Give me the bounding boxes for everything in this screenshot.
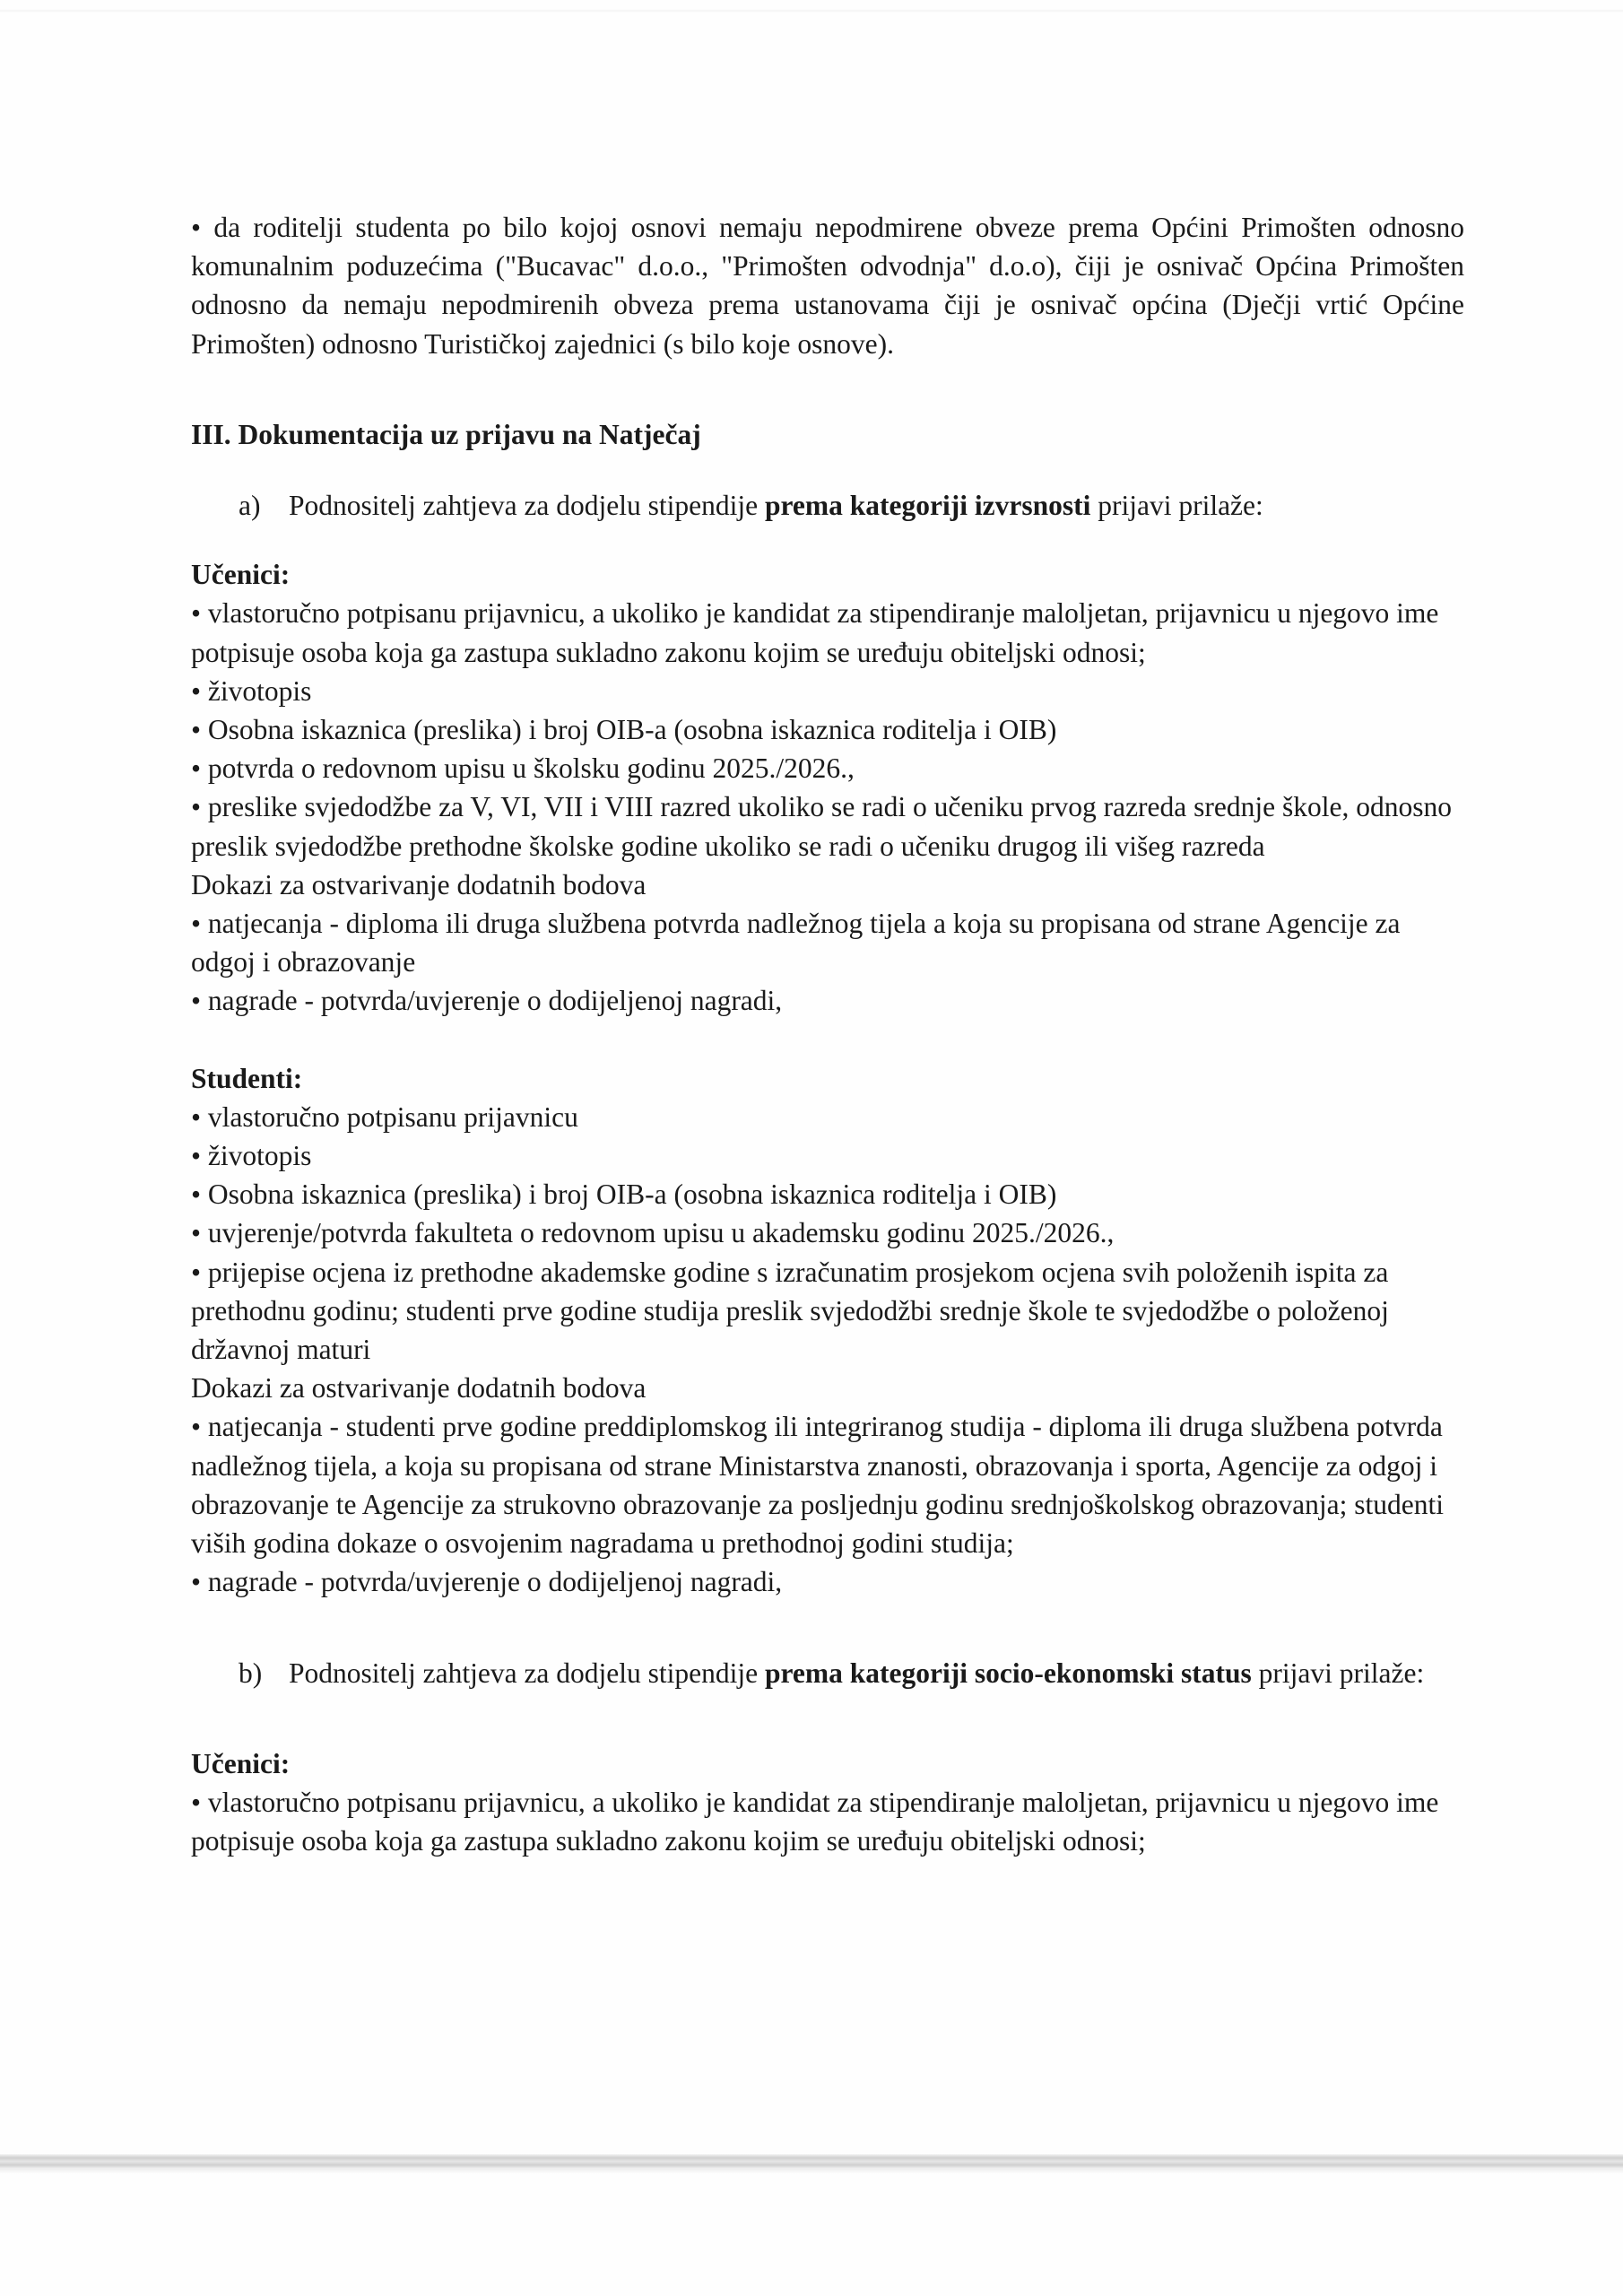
scan-artifact-shadow — [0, 2169, 1623, 2174]
intro-bullet: • da roditelji studenta po bilo kojoj osnovi nemaju nepodmirene obveze prema Općini Primošten odnosno komunalnim poduzećima ("Bucavac" d.o.o., "Primošten odvodnja" d.o.o), čiji je osnivač Općina Primošten odnosno da nemaju nepodmirenih obveza prema ustanovama čiji je osnivač općina (Dječji vrtić Općine Primošten) odnosno Turističkoj zajednici (s bilo koje osnove). — [191, 208, 1464, 363]
document-body — [191, 208, 1464, 1860]
extra-points-label: Dokazi za ostvarivanje dodatnih bodova — [191, 1372, 647, 1405]
list-item: • nagrade - potvrda/uvjerenje o dodijeljenoj nagradi, — [191, 981, 1464, 1020]
section-a-marker: a) — [239, 490, 261, 522]
scan-top-edge — [0, 9, 1623, 13]
section-b-ucenici-list — [191, 1783, 1464, 1860]
section-b-category: prema kategoriji socio-ekonomski status — [765, 1657, 1252, 1689]
section-a-studenti-list — [191, 1098, 1464, 1602]
section-a-ucenici-title: Učenici: — [191, 559, 291, 591]
section-a-text-before: Podnositelj zahtjeva za dodjelu stipendije — [289, 490, 765, 522]
list-item: • vlastoručno potpisanu prijavnicu, a ukoliko je kandidat za stipendiranje maloljetan, prijavnicu u njegovo ime potpisuje osoba koja ga zastupa sukladno zakonu kojim se uređuju obiteljski odnosi; — [191, 594, 1464, 671]
section-a — [191, 486, 1464, 525]
section-b-marker: b) — [239, 1657, 263, 1689]
section-b-text-after: prijavi prilaže: — [1251, 1657, 1425, 1689]
section-b-text — [289, 1654, 1464, 1692]
section-b-ucenici-title: Učenici: — [191, 1747, 291, 1779]
section-heading: III. Dokumentacija uz prijavu na Natječaj — [191, 418, 701, 450]
section-a-ucenici-list — [191, 594, 1464, 1020]
list-item: • preslike svjedodžbe za V, VI, VII i VIII razred ukoliko se radi o učeniku prvog razreda srednje škole, odnosno preslik svjedodžbe prethodne školske godine ukoliko se radi o učeniku drugog ili višeg razreda — [191, 787, 1464, 865]
list-item: • nagrade - potvrda/uvjerenje o dodijeljenoj nagradi, — [191, 1562, 1464, 1601]
list-item: • natjecanja - diploma ili druga službena potvrda nadležnog tijela a koja su propisana od strane Agencije za odgoj i obrazovanje — [191, 904, 1464, 981]
list-item: • životopis — [191, 672, 1464, 710]
extra-points-label: Dokazi za ostvarivanje dodatnih bodova — [191, 868, 647, 900]
section-a-text — [289, 486, 1464, 525]
list-item: • vlastoručno potpisanu prijavnicu — [191, 1098, 1464, 1136]
list-item: • životopis — [191, 1136, 1464, 1175]
list-item: • uvjerenje/potvrda fakulteta o redovnom upisu u akademsku godinu 2025./2026., — [191, 1213, 1464, 1252]
section-a-studenti-title: Studenti: — [191, 1062, 303, 1094]
list-item: • vlastoručno potpisanu prijavnicu, a ukoliko je kandidat za stipendiranje maloljetan, prijavnicu u njegovo ime potpisuje osoba koja ga zastupa sukladno zakonu kojim se uređuju obiteljski odnosi; — [191, 1783, 1464, 1860]
section-a-text-after: prijavi prilaže: — [1090, 490, 1263, 522]
list-item: • Osobna iskaznica (preslika) i broj OIB-a (osobna iskaznica roditelja i OIB) — [191, 710, 1464, 749]
list-item: • Osobna iskaznica (preslika) i broj OIB-a (osobna iskaznica roditelja i OIB) — [191, 1175, 1464, 1213]
section-a-category: prema kategoriji izvrsnosti — [765, 490, 1091, 522]
list-item: • potvrda o redovnom upisu u školsku godinu 2025./2026., — [191, 749, 1464, 787]
scan-artifact-band — [0, 2154, 1623, 2169]
list-item: • natjecanja - studenti prve godine preddiplomskog ili integriranog studija - diploma ili druga službena potvrda nadležnog tijela, a koja su propisana od strane Ministarstva znanosti, obrazovanja i sporta, Agencije za odgoj i obrazovanje te Agencije za strukovno obrazovanje za posljednju godinu srednjoškolskog obrazovanja; studenti viših godina dokaze o osvojenim nagradama u prethodnoj godini studija; — [191, 1407, 1464, 1562]
section-b-text-before: Podnositelj zahtjeva za dodjelu stipendije — [289, 1657, 765, 1689]
list-item: • prijepise ocjena iz prethodne akademske godine s izračunatim prosjekom ocjena svih položenih ispita za prethodnu godinu; studenti prve godine studija preslik svjedodžbi srednje škole te svjedodžbe o položenoj državnoj maturi — [191, 1253, 1464, 1370]
section-b — [191, 1654, 1464, 1692]
